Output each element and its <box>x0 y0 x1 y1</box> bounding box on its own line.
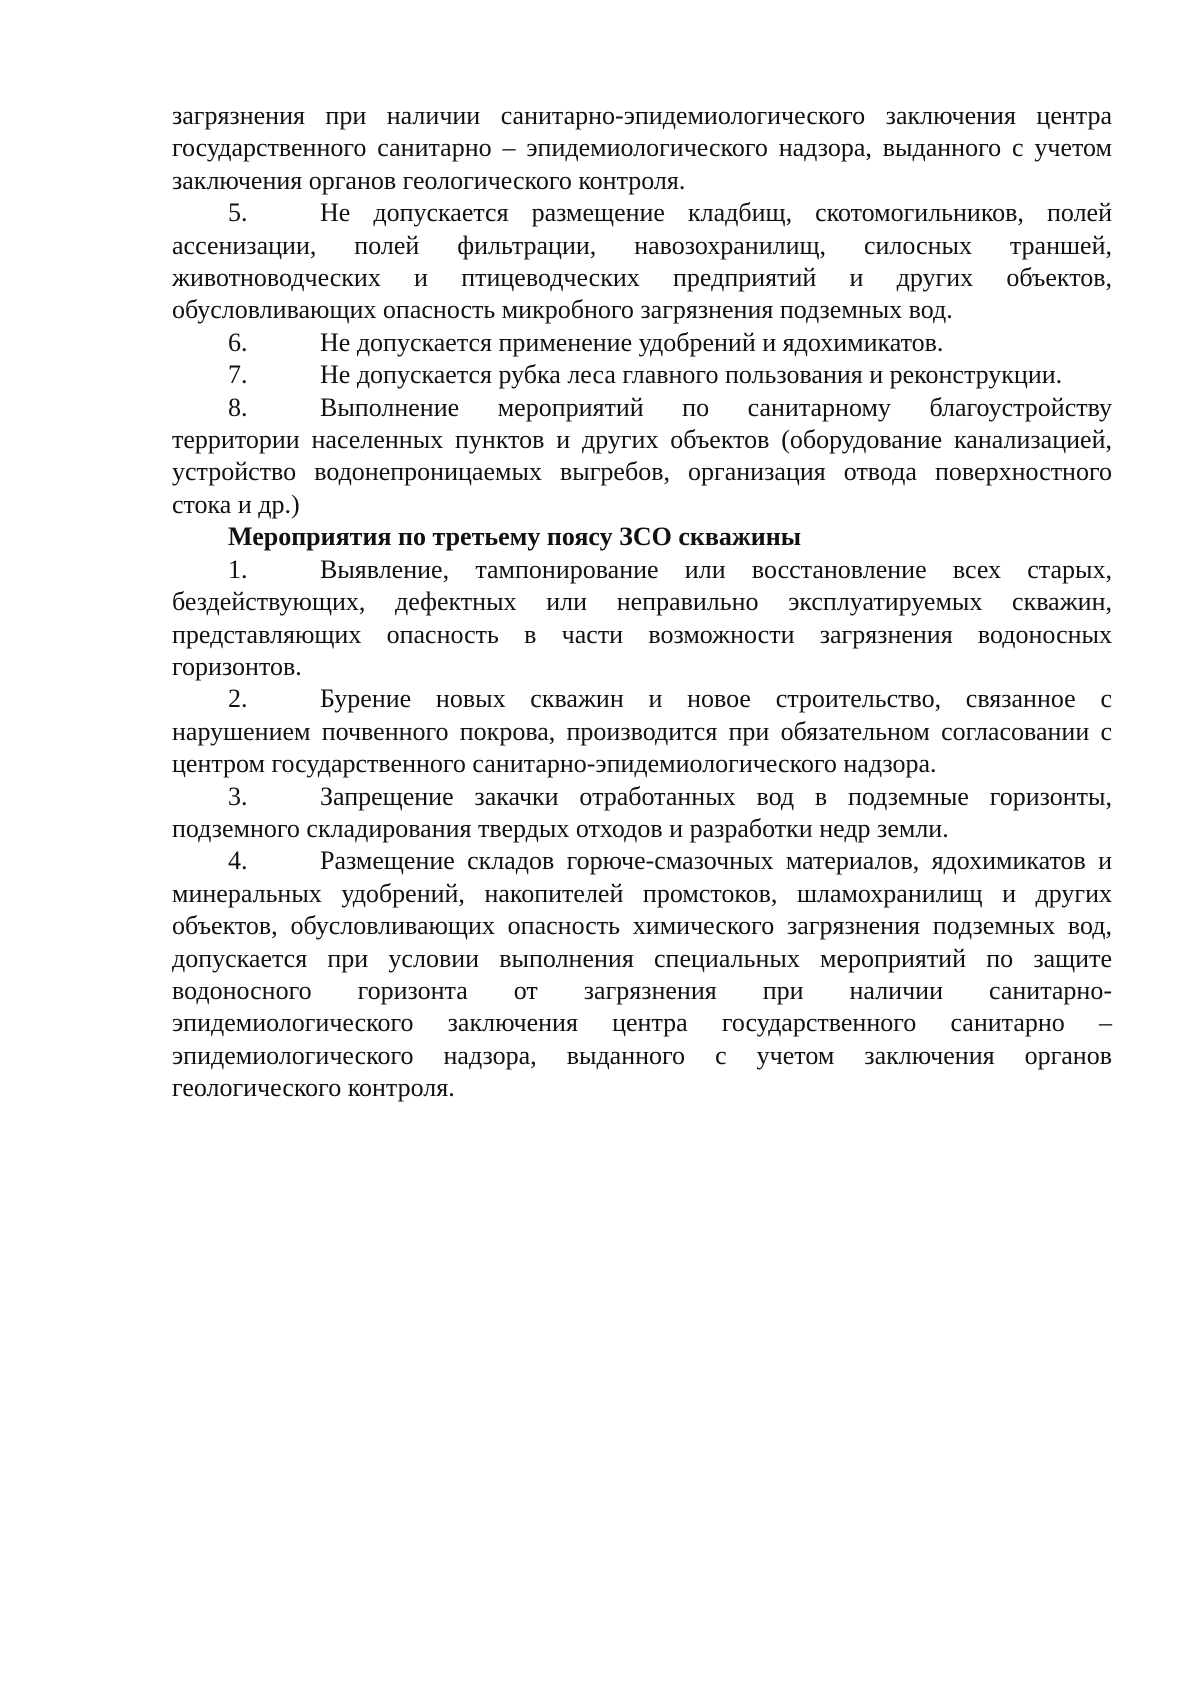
list-item <box>172 554 1112 684</box>
item-text: Не допускается применение удобрений и ядохимикатов. <box>320 327 944 357</box>
item-number: 4. <box>228 846 248 876</box>
list-item <box>172 845 1112 1104</box>
item-number: 1. <box>228 554 248 584</box>
list-item <box>172 683 1112 780</box>
item-number: 2. <box>228 684 248 714</box>
opening-paragraph: загрязнения при наличии санитарно-эпидемиологического заключения центра государственного санитарно – эпидемиологического надзора, выданного с учетом заключения органов геологического контроля. <box>172 101 1112 195</box>
list-item <box>172 392 1112 522</box>
item-text: Выявление, тампонирование или восстановление всех старых, бездействующих, дефектных или неправильно эксплуатируемых скважин, представляющих опасность в части возможности загрязнения водоносных горизонтов. <box>172 554 1112 681</box>
section-heading: Мероприятия по третьему поясу ЗСО скважины <box>228 522 801 552</box>
item-number: 8. <box>228 392 248 422</box>
item-text: Запрещение закачки отработанных вод в подземные горизонты, подземного складирования твердых отходов и разработки недр земли. <box>172 781 1112 843</box>
list-item <box>172 781 1112 846</box>
list-item <box>172 327 1112 359</box>
item-text: Выполнение мероприятий по санитарному благоустройству территории населенных пунктов и других объектов (оборудование канализацией, устройство водонепроницаемых выгребов, организация отвода поверхностного стока и др.) <box>172 392 1112 519</box>
list-item <box>172 359 1112 391</box>
item-text: Бурение новых скважин и новое строительство, связанное с нарушением почвенного покрова, производится при обязательном согласовании с центром государственного санитарно-эпидемиологического надзора. <box>172 684 1112 779</box>
list-item <box>172 197 1112 327</box>
item-text: Не допускается размещение кладбищ, скотомогильников, полей ассенизации, полей фильтрации, навозохранилищ, силосных траншей, животноводческих и птицеводческих предприятий и других объектов, обусловливающих опасность микробного загрязнения подземных вод. <box>172 198 1112 325</box>
item-number: 3. <box>228 781 248 811</box>
item-number: 5. <box>228 198 248 228</box>
item-text: Размещение складов горюче-смазочных материалов, ядохимикатов и минеральных удобрений, накопителей промстоков, шламохранилищ и других объектов, обусловливающих опасность химического загрязнения подземных вод, допускается при условии выполнения специальных мероприятий по защите водоносного горизонта от загрязнения при наличии санитарно-эпидемиологического заключения центра государственного санитарно – эпидемиологического надзора, выданного с учетом заключения органов геологического контроля. <box>172 846 1112 1103</box>
item-number: 6. <box>228 327 248 357</box>
item-text: Не допускается рубка леса главного пользования и реконструкции. <box>320 360 1063 390</box>
item-number: 7. <box>228 360 248 390</box>
document-page <box>172 100 1112 1105</box>
